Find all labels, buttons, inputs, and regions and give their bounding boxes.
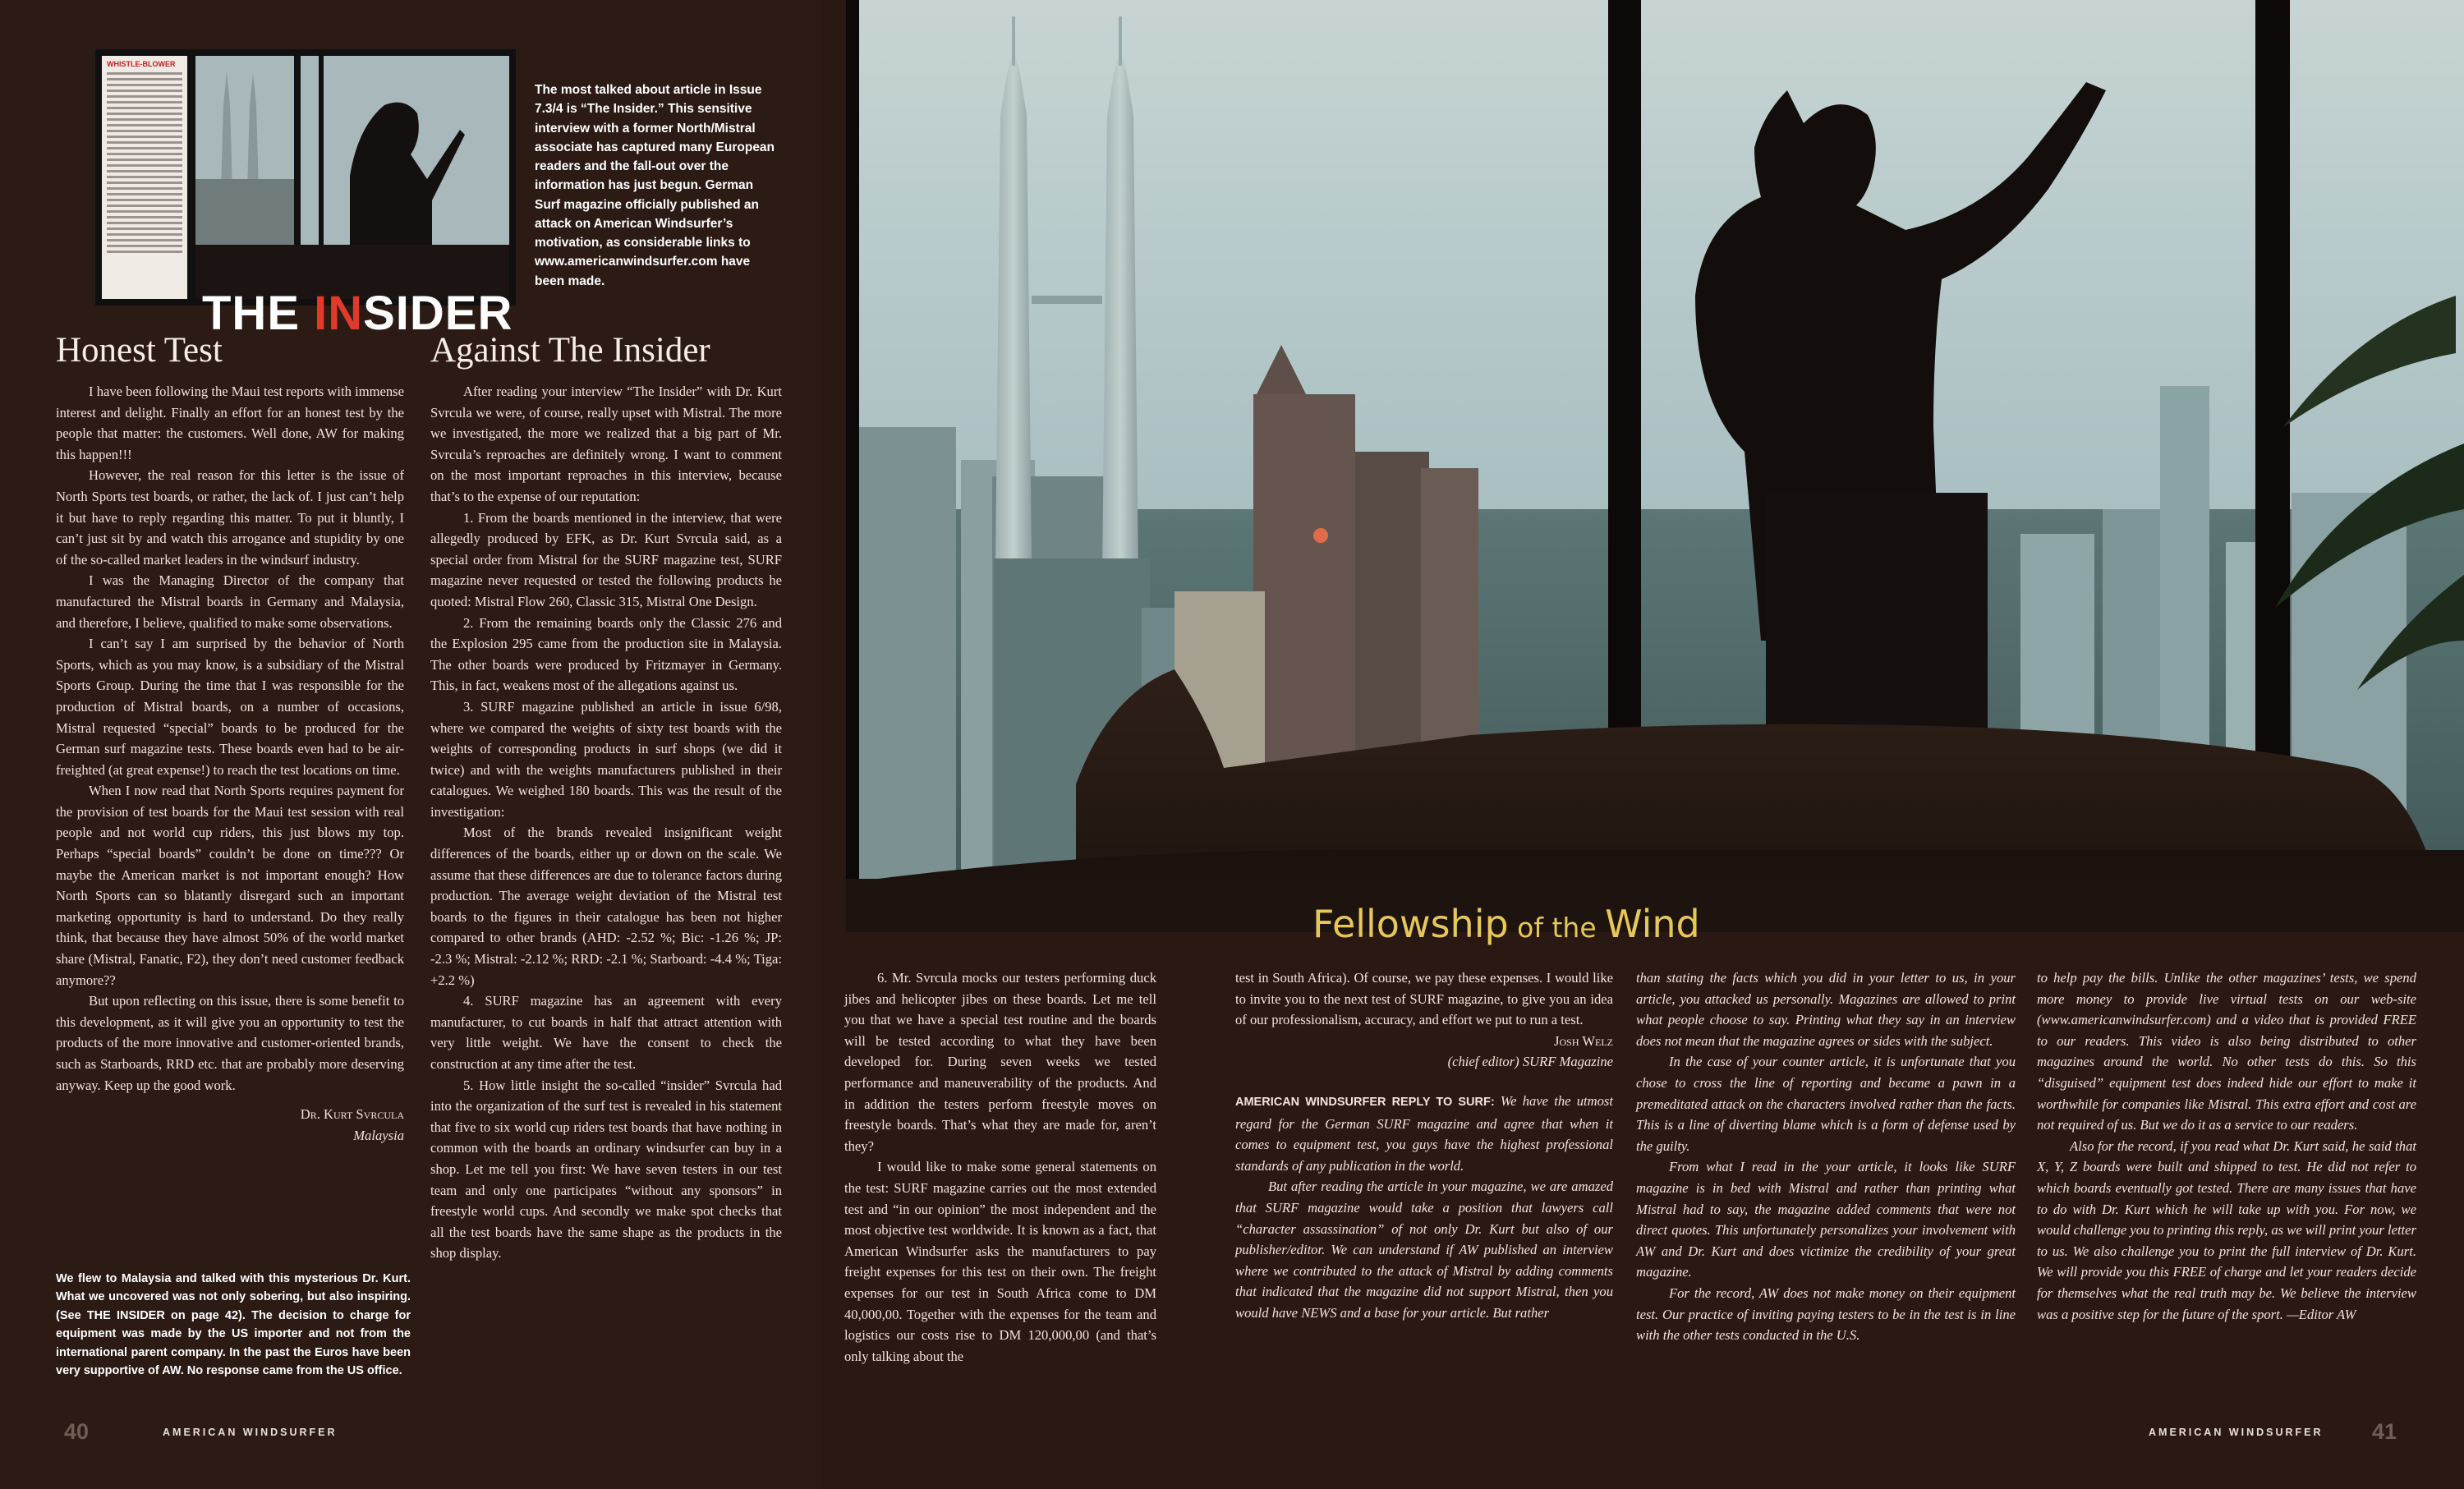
paragraph: Also for the record, if you read what Dr. Kurt said, he said that X, Y, Z boards were built and shipped to test. He did not refer to which boards eventually got tested. There are many issues that have to do with Dr. Kurt which he will take up with you. For now, we would challenge you to printing this reply, as we will print your letter to us. We also challenge you to print the full interview of Dr. Kurt. We will provide you this FREE of charge and let your readers decide for themselves what the real truth may be. We believe the interview was a positive step for the future of the sport. —Editor AW — [2037, 1137, 2416, 1322]
paragraph: In the case of your counter article, it is unfortunate that you chose to cross the line of reporting and became a pawn in a premeditated attack on the characters involved rather than the facts. This is a line of diverting blame which is a form of defense used by the guilty. — [1636, 1054, 2016, 1154]
paragraph: For the record, AW does not make money on their equipment test. Our practice of inviting paying testers to be in the test is in line with the other tests conducted in the U.S. — [1636, 1284, 2016, 1344]
paragraph: But upon reflecting on this issue, there is some benefit to this development, as it will give you an opportunity to test the products of the more innovative and customer-oriented brands, such as Starboards, RRD etc. that are probably more deserving anyway. Keep up the good work. — [56, 993, 404, 1093]
paragraph: than stating the facts which you did in your letter to us, in your article, you attacked us personally. Magazines are allowed to print what people choose to say. Printing what they say in an interview does not mean that the magazine agrees or sides with the subject. — [1636, 970, 2016, 1049]
paragraph: 1. From the boards mentioned in the interview, that were allegedly produced by EFK, as Dr. Kurt Svrcula said, as a special order from Mistral for the SURF magazine test, SURF magazine never requested or tested the following products he quoted: Mistral Flow 260, Classic 315, Mistral One Design. — [430, 509, 782, 609]
right-page-number: 41 — [2372, 1419, 2397, 1444]
honest-test-article — [56, 329, 404, 1146]
paragraph: I have been following the Maui test reports with immense interest and delight. Finally an effort for an honest test by the people that matter: the customers. Well done, AW for making this happen!!! — [56, 384, 404, 462]
reply-paragraph: AMERICAN WINDSURFER REPLY TO SURF: We have the utmost regard for the German SURF magazine and agree that when it comes to equipment test, you guys have the highest professional standards of any publication in the world. — [1235, 1092, 1613, 1174]
editor-note: We flew to Malaysia and talked with this mysterious Dr. Kurt. What we uncovered was not only sobering, but also inspiring. (See THE INSIDER on page 42). The decision to charge for equipment was made by the US importer and not from the international parent company. In the past the Euros have been very supportive of AW. No response came from the US office. — [56, 1272, 411, 1378]
thumbnail-caption: The most talked about article in Issue 7.3/4 is “The Insider.” This sensitive interview with a former North/Mistral associate has captured many European readers and the fall-out over the information has just begun. German Surf magazine officially published an attack on American Windsurfer’s motivation, as considerable links to www.americanwindsurfer.com have been made. — [535, 83, 775, 288]
article-title: Honest Test — [56, 331, 223, 370]
left-page-number: 40 — [64, 1419, 90, 1444]
article-title: Against The Insider — [430, 331, 710, 370]
paragraph: 6. Mr. Svrcula mocks our testers performing duck jibes and helicopter jibes on these boards. Let me tell you that we have a special test routine and the boards will be tested according to what they have been developed for. During seven weeks we tested performance and maneuverability of the products. And in addition the testers perform freestyle moves on freestyle boards. That’s what they are made for, aren’t they? — [844, 970, 1156, 1154]
reply-column-2 — [1636, 967, 2016, 1346]
reply-column — [1235, 967, 1613, 1324]
paragraph: I was the Managing Director of the company that manufactured the Mistral boards in Germany and Malaysia, and therefore, I believe, qualified to make some observations. — [56, 572, 404, 631]
paragraph: 4. SURF magazine has an agreement with every manufacturer, to cut boards in half that attract attention with very little weight. We have the consent to check the construction at any time after the test. — [430, 993, 782, 1072]
left-running-footer: AMERICAN WINDSURFER — [163, 1427, 338, 1438]
signature-title: (chief editor) SURF Magazine — [1447, 1054, 1613, 1070]
thumbnail-photo — [195, 56, 509, 299]
thumbnail-title: THE INSIDER — [202, 287, 513, 340]
thumbnail-skyline-image — [195, 56, 509, 299]
reply-column-3 — [2037, 967, 2416, 1325]
paragraph: Most of the brands revealed insignificant weight differences of the boards, either up or down on the scale. We assume that these differences are due to tolerance factors during production. The average weight deviation of the Mistral test boards to the figures in their catalogue has been not higher compared to other brands (AHD: -2.52 %; Bic: -1.26 %; JP: -2.3 %; Mistral: -2.12 %; RRD: -2.1 %; Starboard: -4.4 %; Tiga: +2.2 %) — [430, 825, 782, 988]
photo-title: Fellowship of the Wind — [1312, 902, 1700, 946]
right-running-footer: AMERICAN WINDSURFER — [2149, 1427, 2324, 1438]
paragraph: I would like to make some general statements on the test: SURF magazine carries out the most extended test and “in our opinion” the most independent and the most objective test worldwide. It is known as a fact, that American Windsurfer asks the manufacturers to pay freight expenses for this test on their own. The freight expenses for our test in South Africa come to DM 40,000,00. Together with the expenses for the team and logistics our costs rise to DM 120,000,00 (and that’s only talking about the — [844, 1159, 1156, 1364]
thumbnail-text-block — [102, 56, 187, 299]
paragraph: However, the real reason for this letter is the issue of North Sports test boards, or rather, the lack of. I just can’t help it but have to reply regarding this matter. To put it bluntly, I can’t just sit by and watch this arrogance and stupidity by one of the so-called market leaders in the windsurf industry. — [56, 467, 404, 568]
paragraph: I can’t say I am surprised by the behavior of North Sports, which as you may know, is a subsidiary of the Mistral Sports Group. During the time that I was responsible for the production of Mistral boards, on a number of occasions, Mistral requested “special” boards to be produced for the German surf magazine tests. These boards even had to be air-freighted (at great expense!) to reach the test locations on time. — [56, 636, 404, 778]
city-window-image — [846, 0, 2464, 932]
paragraph: From what I read in the your article, it looks like SURF magazine is in bed with Mistral and rather than printing what Mistral had to say, the magazine added comments that were not direct quotes. This unfortunately personalizes your involvement with AW and Dr. Kurt and does victimize the credibility of your great magazine. — [1636, 1159, 2016, 1280]
paragraph: After reading your interview “The Insider” with Dr. Kurt Svrcula we were, of course, really upset with Mistral. The more we investigated, the more we realized that a big part of Mr. Svrcula’s reproaches are definitely wrong. I want to comment on the most important reproaches in this interview, because that’s to the expense of our reputation: — [430, 384, 782, 504]
thumbnail-header: WHISTLE-BLOWER — [107, 60, 176, 68]
signature-place: Malaysia — [353, 1127, 404, 1143]
paragraph: 2. From the remaining boards only the Classic 276 and the Explosion 295 came from the production site in Malaysia. The other boards were produced by Fritzmayer in Germany. This, in fact, weakens most of the allegations against us. — [430, 614, 782, 694]
paragraph: test in South Africa). Of course, we pay these expenses. I would like to invite you to the next test of SURF magazine, to give you an idea of our professionalism, accuracy, and effort we put to run a test. — [1235, 970, 1613, 1028]
signature-name: Dr. Kurt Svrcula — [300, 1106, 404, 1123]
reply-paragraph: But after reading the article in your magazine, we are amazed that SURF magazine would take a position that lawyers call “character assassination” of not only Dr. Kurt but also of our publisher/editor. We can understand if AW published an interview where we contributed to the attack of Mistral by adding comments that indicated that the magazine did not support Mistral, then you would have NEWS and a base for your article. But rather — [1235, 1179, 1613, 1321]
continued-article-column — [844, 967, 1156, 1367]
kuala-lumpur-window-photo — [846, 0, 2464, 932]
paragraph: to help pay the bills. Unlike the other magazines’ tests, we spend more money to provide live virtual tests on our web-site (www.americanwindsurfer.com) and a video that is provided FREE to our readers. This video is also being distributed to other magazines around the world. No other tests do this. So this “disguised” equipment test does indeed hide our effort to make it worthwhile for companies like Mistral. This extra effort and cost are not required of us. But we do it as a service to our readers. — [2037, 970, 2416, 1133]
paragraph: 3. SURF magazine published an article in issue 6/98, where we compared the weights of sixty test boards with the weights of corresponding products in surf shops (we did it twice) and with the weights manufacturers published in their catalogues. We weighed 180 boards. This was the result of the investigation: — [430, 698, 782, 820]
aw-reply — [1235, 1091, 1613, 1324]
paragraph: 5. How little insight the so-called “insider” Svrcula had into the organization of the surf test is revealed in his statement that five to six world cup riders test boards that have nothing in common with the boards an ordinary windsurfer can buy in a shop. Let me tell you first: We have seven testers in our test team and only one participates “without any sponsors” in freestyle world cups. And secondly we make spot checks that all the test boards have the same shape as the products in the shop display. — [430, 1077, 782, 1262]
against-the-insider-article — [430, 329, 782, 1264]
insider-thumbnail — [95, 49, 516, 340]
signature-name: Josh Welz — [1554, 1032, 1613, 1049]
paragraph: When I now read that North Sports requires payment for the provision of test boards for the Maui test session with real people and not world cup riders, this just blows my top. Perhaps “special boards” couldn’t be done on time??? Or maybe the American market is not important enough? How North Sports can so blatantly disregard such an important marketing opportunity is hard to understand. Do they really think, that because they have almost 50% of the world market share (Mistral, Fanatic, F2), they don’t need customer feedback anymore?? — [56, 783, 404, 988]
